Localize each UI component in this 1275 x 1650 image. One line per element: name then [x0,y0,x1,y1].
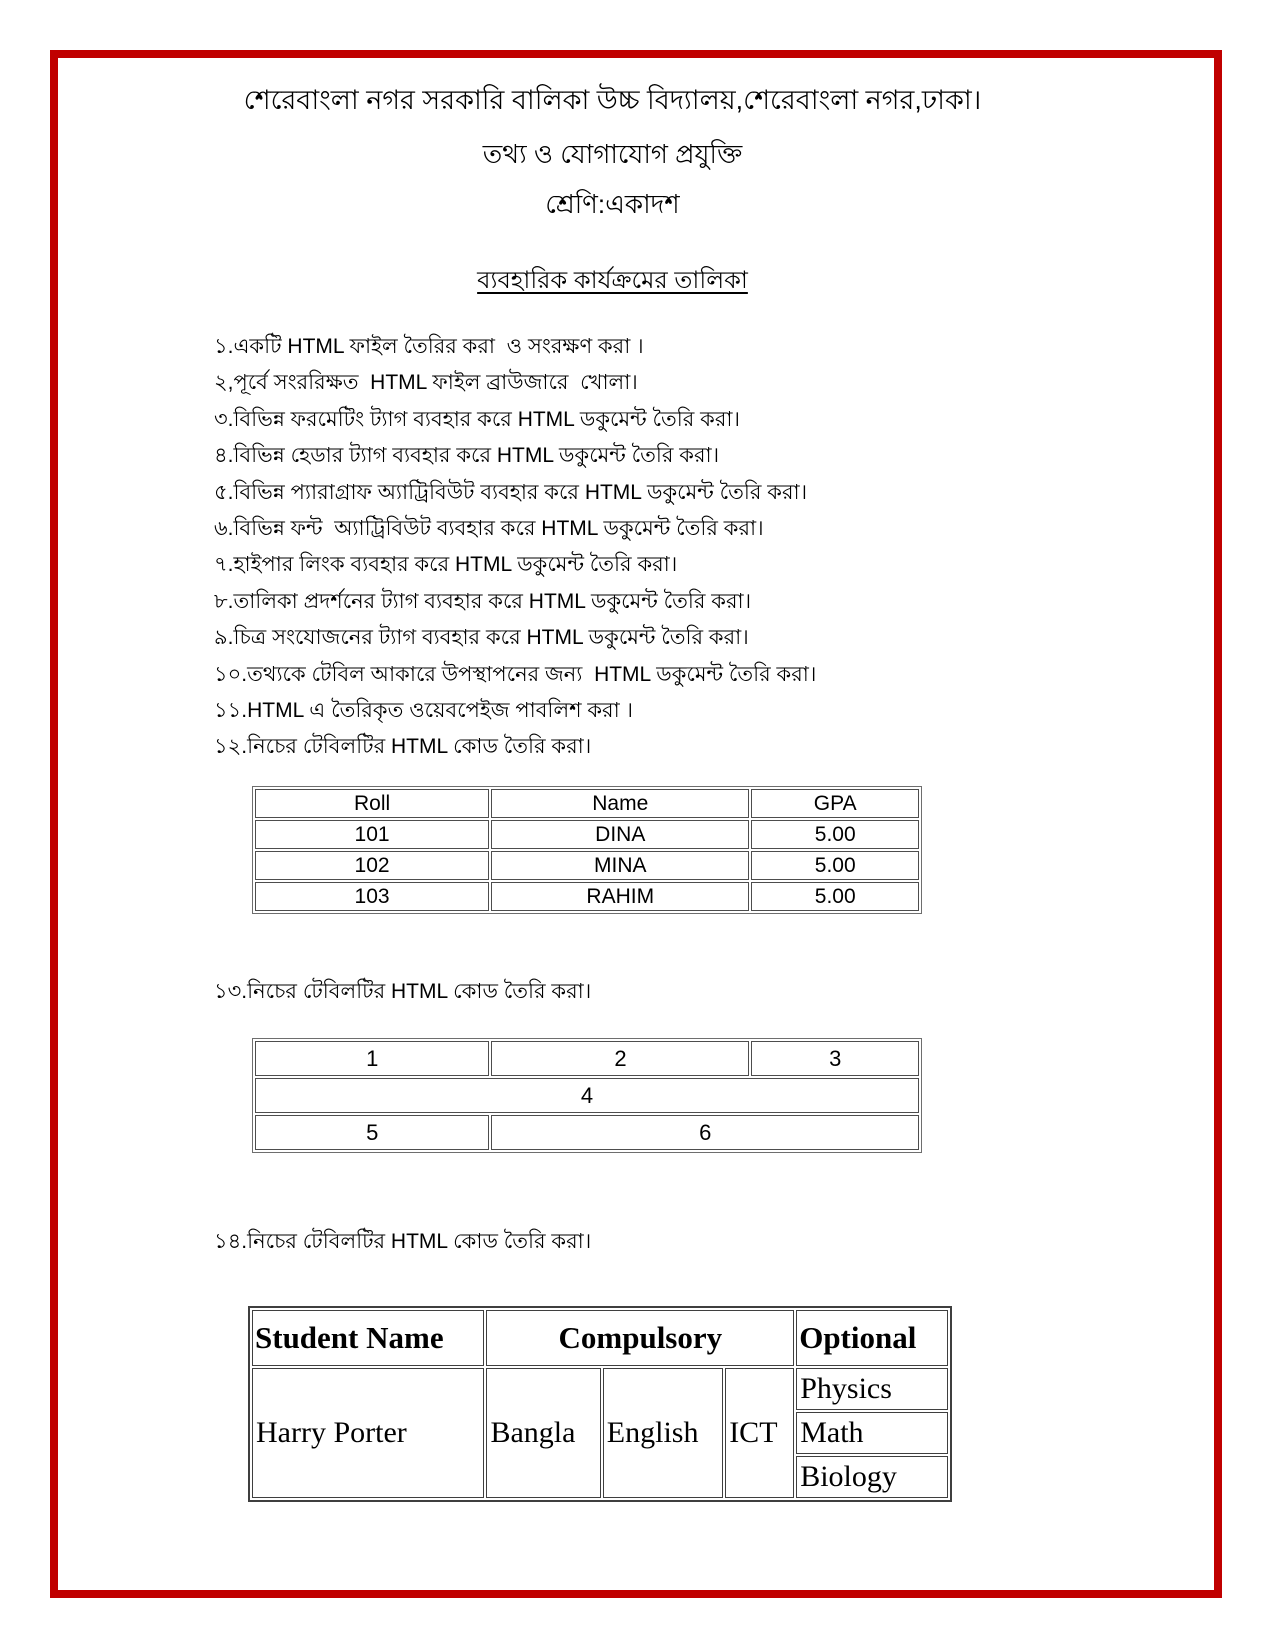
student-table-header-row [252,1310,948,1366]
roll-cell: 101 [255,820,489,849]
optional-subject-cell: Biology [796,1456,948,1498]
practical-task-list [214,329,1074,766]
name-header-cell: Name [491,789,749,818]
grid-cell-2: 2 [491,1041,749,1076]
compulsory-subject-cell: English [603,1368,723,1498]
numbered-grid-table [252,1038,922,1153]
gpa-header-cell: GPA [751,789,919,818]
subject-title: তথ্য ও যোগাযোগ প্রযুক্তি [482,139,743,169]
school-name-title: শেরেবাংলা নগর সরকারি বালিকা উচ্চ বিদ্যালয়,শেরেবাংলা নগর,ঢাকা। [243,85,982,115]
grid-cell-1: 1 [255,1041,489,1076]
roll-cell: 103 [255,882,489,911]
task-item-5: ৫.বিভিন্ন প্যারাগ্রাফ অ্যাট্রিবিউট ব্যবহার করে HTML ডকুমেন্ট তৈরি করা। [214,480,808,504]
table-row [252,1368,948,1410]
task-item-11: ১১.HTML এ তৈরিকৃত ওয়েবপেইজ পাবলিশ করা । [214,699,634,723]
grid-cell-5: 5 [255,1115,489,1150]
grid-cell-3: 3 [751,1041,919,1076]
task-item-9: ৯.চিত্র সংযোজনের ট্যাগ ব্যবহার করে HTML ডকুমেন্ট তৈরি করা। [214,626,749,650]
optional-header-cell: Optional [796,1310,948,1366]
roll-gpa-table [252,786,922,914]
compulsory-subject-cell: ICT [725,1368,794,1498]
task-item-6: ৬.বিভিন্ন ফন্ট অ্যাট্রিবিউট ব্যবহার করে HTML ডকুমেন্ট তৈরি করা। [214,517,764,541]
gpa-cell: 5.00 [751,882,919,911]
compulsory-header-cell: Compulsory [486,1310,794,1366]
task-item-4: ৪.বিভিন্ন হেডার ট্যাগ ব্যবহার করে HTML ডকুমেন্ট তৈরি করা। [214,444,720,468]
table-row [255,851,919,880]
task-item-13: ১৩.নিচের টেবিলটির HTML কোড তৈরি করা। [214,980,592,1003]
optional-subject-cell: Physics [796,1368,948,1410]
compulsory-subject-cell: Bangla [486,1368,600,1498]
roll-table-header-row [255,789,919,818]
task-item-8: ৮.তালিকা প্রদর্শনের ট্যাগ ব্যবহার করে HTML ডকুমেন্ট তৈরি করা। [214,589,752,613]
name-cell: DINA [491,820,749,849]
table-row [255,820,919,849]
roll-cell: 102 [255,851,489,880]
student-name-header-cell: Student Name [252,1310,484,1366]
table-row [255,882,919,911]
student-name-cell: Harry Porter [252,1368,484,1498]
roll-header-cell: Roll [255,789,489,818]
task-item-14: ১৪.নিচের টেবিলটির HTML কোড তৈরি করা। [214,1230,592,1253]
grid-cell-6: 6 [491,1115,919,1150]
student-subjects-table [248,1306,952,1502]
task-item-3: ৩.বিভিন্ন ফরমেটিং ট্যাগ ব্যবহার করে HTML ডকুমেন্ট তৈরি করা। [214,407,741,431]
name-cell: RAHIM [491,882,749,911]
task-item-10: ১০.তথ্যকে টেবিল আকারে উপস্থাপনের জন্য HTML ডকুমেন্ট তৈরি করা। [214,662,817,686]
section-title: ব্যবহারিক কার্যক্রমের তালিকা [477,267,748,294]
gpa-cell: 5.00 [751,820,919,849]
table-row [255,1078,919,1113]
class-title: শ্রেণি:একাদশ [545,189,680,219]
table-row [255,1041,919,1076]
grid-cell-4: 4 [255,1078,919,1113]
table-row [255,1115,919,1150]
gpa-cell: 5.00 [751,851,919,880]
name-cell: MINA [491,851,749,880]
task-item-12: ১২.নিচের টেবিলটির HTML কোড তৈরি করা। [214,735,592,759]
task-item-2: ২,পূর্বে সংররিক্ষত HTML ফাইল ব্রাউজারে খোলা। [214,371,638,395]
optional-subject-cell: Math [796,1412,948,1454]
task-item-7: ৭.হাইপার লিংক ব্যবহার করে HTML ডকুমেন্ট তৈরি করা। [214,553,678,577]
task-item-1: ১.একটি HTML ফাইল তৈরির করা ও সংরক্ষণ করা । [214,335,644,358]
